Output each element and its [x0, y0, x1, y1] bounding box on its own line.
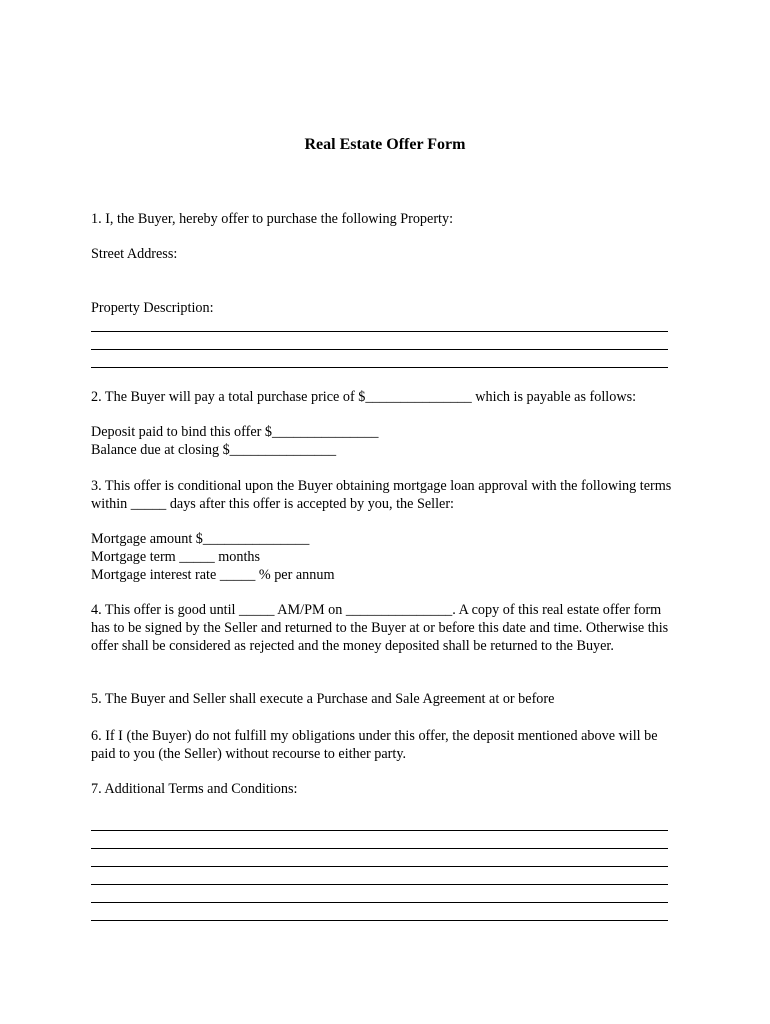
section-6-obligations: 6. If I (the Buyer) do not fulfill my obligations under this offer, the deposit mentioned above will be paid to you (the Seller) without recourse to either party.	[91, 728, 658, 762]
section-5-agreement: 5. The Buyer and Seller shall execute a Purchase and Sale Agreement at or before	[91, 691, 555, 707]
additional-terms-line-1[interactable]	[91, 830, 668, 831]
property-description-line-2[interactable]	[91, 349, 668, 350]
mortgage-rate-line: Mortgage interest rate _____ % per annum	[91, 567, 335, 583]
section-2-purchase-price: 2. The Buyer will pay a total purchase price of $_______________ which is payable as follows:	[91, 389, 637, 405]
additional-terms-line-6[interactable]	[91, 920, 668, 921]
section-3-mortgage-condition: 3. This offer is conditional upon the Buyer obtaining mortgage loan approval with the following terms within _____ days after this offer is accepted by you, the Seller:	[91, 478, 672, 512]
page-title: Real Estate Offer Form	[304, 136, 466, 153]
property-description-line-3[interactable]	[91, 367, 668, 368]
property-description-label: Property Description:	[91, 300, 214, 316]
mortgage-amount-line: Mortgage amount $_______________	[91, 531, 310, 547]
street-address-label: Street Address:	[91, 246, 178, 262]
mortgage-term-line: Mortgage term _____ months	[91, 549, 261, 565]
section-4-offer-validity: 4. This offer is good until _____ AM/PM on _______________. A copy of this real estate offer form has to be signed by the Seller and returned to the Buyer at or before this date and time. Otherwise this offer shall be considered as rejected and the money deposited shall be returned to the Buyer.	[91, 602, 669, 654]
additional-terms-line-4[interactable]	[91, 884, 668, 885]
section-1-intro: 1. I, the Buyer, hereby offer to purchase the following Property:	[91, 211, 454, 227]
additional-terms-line-2[interactable]	[91, 848, 668, 849]
additional-terms-line-5[interactable]	[91, 902, 668, 903]
deposit-line: Deposit paid to bind this offer $_______________	[91, 424, 379, 440]
balance-line: Balance due at closing $_______________	[91, 442, 337, 458]
property-description-line-1[interactable]	[91, 331, 668, 332]
additional-terms-line-3[interactable]	[91, 866, 668, 867]
section-7-additional-terms-label: 7. Additional Terms and Conditions:	[91, 781, 298, 797]
